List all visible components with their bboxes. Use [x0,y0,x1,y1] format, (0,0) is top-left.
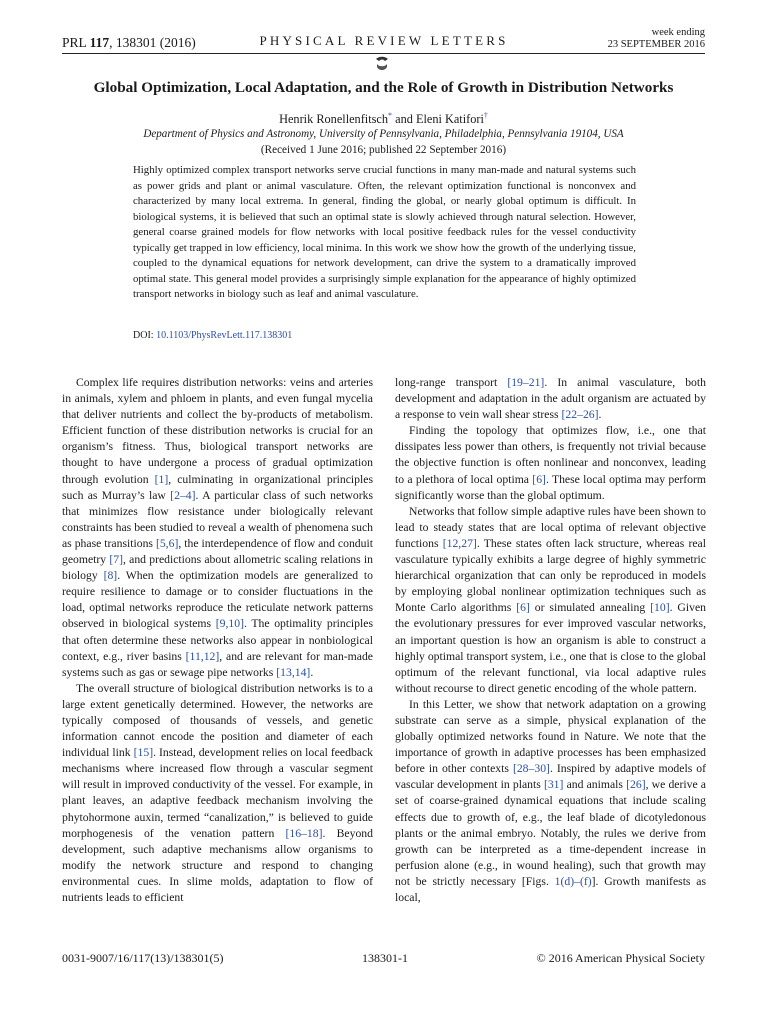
text: . When the optimization models are generalized to require resilience to damage or to consider fluctuations in the load, optimal networks reproduce the reticulate network patterns observed in biological systems [62,569,374,631]
text: . Given the evolutionary pressures for ever improved vascular networks, an important question is how an organism is able to construct a highly optimal transport system, i.e., one that is close to the global optimum of the relevant functional, via local adaptive rules without recourse to direct genetic encoding of the whole pattern. [395,601,706,695]
citation-link[interactable]: [28–30] [512,762,550,776]
doi [133,330,292,341]
text: . Beyond development, such adaptive mechanisms allow organisms to modify the network structure and respond to changing environmental cues. In slime molds, adaptation to flow of nutrients leads to efficient [62,826,373,904]
text: , culminating in organizational principles such as Murray’s law [62,472,373,502]
author-2-mark[interactable]: † [483,111,488,120]
footer-copyright: © 2016 American Physical Society [536,951,705,965]
citation-link[interactable]: [19–21] [507,376,545,389]
text: or simulated annealing [529,601,651,615]
citation-link[interactable]: [16–18] [285,826,323,840]
text: . These local optima may perform significantly worse than the global optimum. [395,472,706,502]
text: , we derive a set of coarse-grained dynamical equations that include scaling effects due to growth of, e.g., the leaf blade of dicotyledonous plants or the animal embryo. Notably, the rules we derive from growth can be interpreted as a time-dependent increase in perfusion alone (e.g., in wound healing), such that growth may not be strictly necessary [Figs. [395,778,706,888]
body-column-left [62,375,373,906]
citation-link[interactable]: [13,14] [276,665,311,679]
footer-issn: 0031-9007/16/117(13)/138301(5) [62,951,224,965]
header-rule [62,53,705,54]
figure-link[interactable]: 1(d)–(f) [554,874,592,888]
received-dates: (Received 1 June 2016; published 22 September 2016) [260,144,507,156]
citation-link[interactable]: [10] [650,601,670,615]
text: Finding the topology that optimizes flow, i.e., one that dissipates less power than others, is frequently not trivial because the objective function is often nonlinear and nonconvex, leading to a plethora of local optima [395,424,706,486]
week-ending-date: 23 SEPTEMBER 2016 [607,39,705,50]
citation-link[interactable]: [6] [532,472,546,486]
text: . A particular class of such networks that minimizes flow resistance under biologically relevant constraints has been studied to reveal a wealth of phenomena such as phase transitions [62,488,373,550]
citation-link[interactable]: [22–26] [561,408,599,422]
text: ]. Growth manifests as local, [395,874,706,904]
affiliation: Department of Physics and Astronomy, University of Pennsylvania, Philadelphia, Pennsylvania 19104, USA [143,128,624,140]
crossmark-icon-svg [373,55,391,73]
week-ending [608,27,705,51]
text: , and predictions about allometric scaling relations in biology [62,553,374,583]
citation-link[interactable]: [1] [154,472,169,486]
abstract: Highly optimized complex transport networks serve crucial functions in many man-made and natural systems such as power grids and plant or animal vasculature. Often, the relevant optimization functional is nonconvex and characterized by many local extrema. In general, finding the global, or nearly global optimum is difficult. In biological systems, it is believed that such an optimal state is slowly achieved through natural selection. However, general coarse grained models for flow networks with local positive feedback rules for the vessel conductivity typically get trapped in low efficiency, local minima. In this work we show how the growth of the underlying tissue, coupled to the dynamical equations for network development, can drive the system to a dramatically improved optimal state. This general model provides a surprisingly simple explanation for the appearance of highly optimized transport networks in biology such as leaf and animal vasculature. [133,164,636,300]
journal-volume: 117 [89,35,110,50]
author-2[interactable]: Eleni Katifori [415,112,484,127]
paragraph [62,375,373,681]
crossmark-icon[interactable] [370,55,394,75]
citation-link[interactable]: [9,10] [215,617,244,631]
citation-link[interactable]: [11,12] [185,649,220,663]
text: . Inspired by adaptive models of vascular development in plants [395,762,706,792]
text: . These states often lack structure, whereas real vasculature typically exhibits a large degree of highly symmetric hierarchical organization that can only be reproduced in models by employing global nonlinear optimization techniques such as Monte Carlo algorithms [395,536,706,615]
citation-link[interactable]: [26] [626,778,646,792]
text: Networks that follow simple adaptive rules have been shown to lead to steady states that are local optima of relevant objective functions [395,504,706,550]
paragraph [395,504,706,697]
text: and animals [563,778,627,792]
text: . In animal vasculature, both development and adaptation in the adult organism are actuated by a response to vein wall shear stress [395,376,706,422]
text: . Instead, development relies on local feedback mechanisms where increased flow through a vascular segment will result in improved conductivity of the vessel. For example, in plant leaves, an adaptive feedback mechanism involving the phytohormone auxin, termed “canalization,” is believed to guide morphogenesis of the venation pattern [62,746,374,840]
week-ending-label: week ending [651,27,705,38]
paper-title: Global Optimization, Local Adaptation, and the Role of Growth in Distribution Networks [93,79,674,96]
citation-link[interactable]: [7] [109,553,123,567]
citation-link[interactable]: [12,27] [442,536,477,550]
text: Complex life requires distribution networks: veins and arteries in animals, xylem and phloem in plants, and even fungal mycelia that deliver nutrients and collect the by-products of metabolism. Efficient function of these distribution networks is crucial for an organism’s fitness. Thus, biological transport networks are thought to have undergone a process of gradual optimization through evolution [62,376,373,486]
body-column-right [395,375,706,906]
citation-link[interactable]: [8] [103,569,118,583]
doi-link[interactable]: 10.1103/PhysRevLett.117.138301 [156,330,293,341]
text: The overall structure of biological distribution networks is to a large extent genetically determined. However, the networks are typically composed of thousands of vessels, and genetic information cannot encode the position and diameter of each individual link [62,681,373,760]
paragraph [62,681,373,906]
citation-link[interactable]: [6] [516,601,530,615]
text: . The optimality principles that often determine these networks also appear in nonbiological context, e.g., river basins [62,617,373,663]
paragraph [395,375,706,423]
author-1-mark[interactable]: * [388,111,393,120]
doi-label: DOI: [133,330,157,341]
text: In this Letter, we show that network adaptation on a growing substrate can serve as a simple, physical explanation of the globally optimized networks found in Nature. We note that the importance of growth in adaptive processes has been emphasized before in other contexts [395,697,706,776]
text: , and are relevant for man-made systems such as gas or sewage pipe networks [62,649,373,679]
authors [62,111,705,127]
journal-citation-rest: , 138301 (2016) [109,35,196,50]
citation-link[interactable]: [2–4] [170,488,196,502]
citation-link[interactable]: [5,6] [155,536,179,550]
text: . [598,408,602,422]
journal-name: PHYSICAL REVIEW LETTERS [259,33,509,48]
text: , the interdependence of flow and conduit geometry [62,536,373,567]
citation-link[interactable]: [31] [543,778,564,792]
author-connector: and [392,112,416,127]
footer-page-number: 138301-1 [362,951,408,965]
text: long-range transport [395,376,508,389]
citation-link[interactable]: [15] [133,746,154,760]
journal-citation [62,35,196,51]
text: . [310,665,314,679]
paragraph [395,423,706,503]
journal-prefix: PRL [62,35,87,50]
author-1[interactable]: Henrik Ronellenfitsch [279,112,389,127]
paragraph [395,697,706,906]
